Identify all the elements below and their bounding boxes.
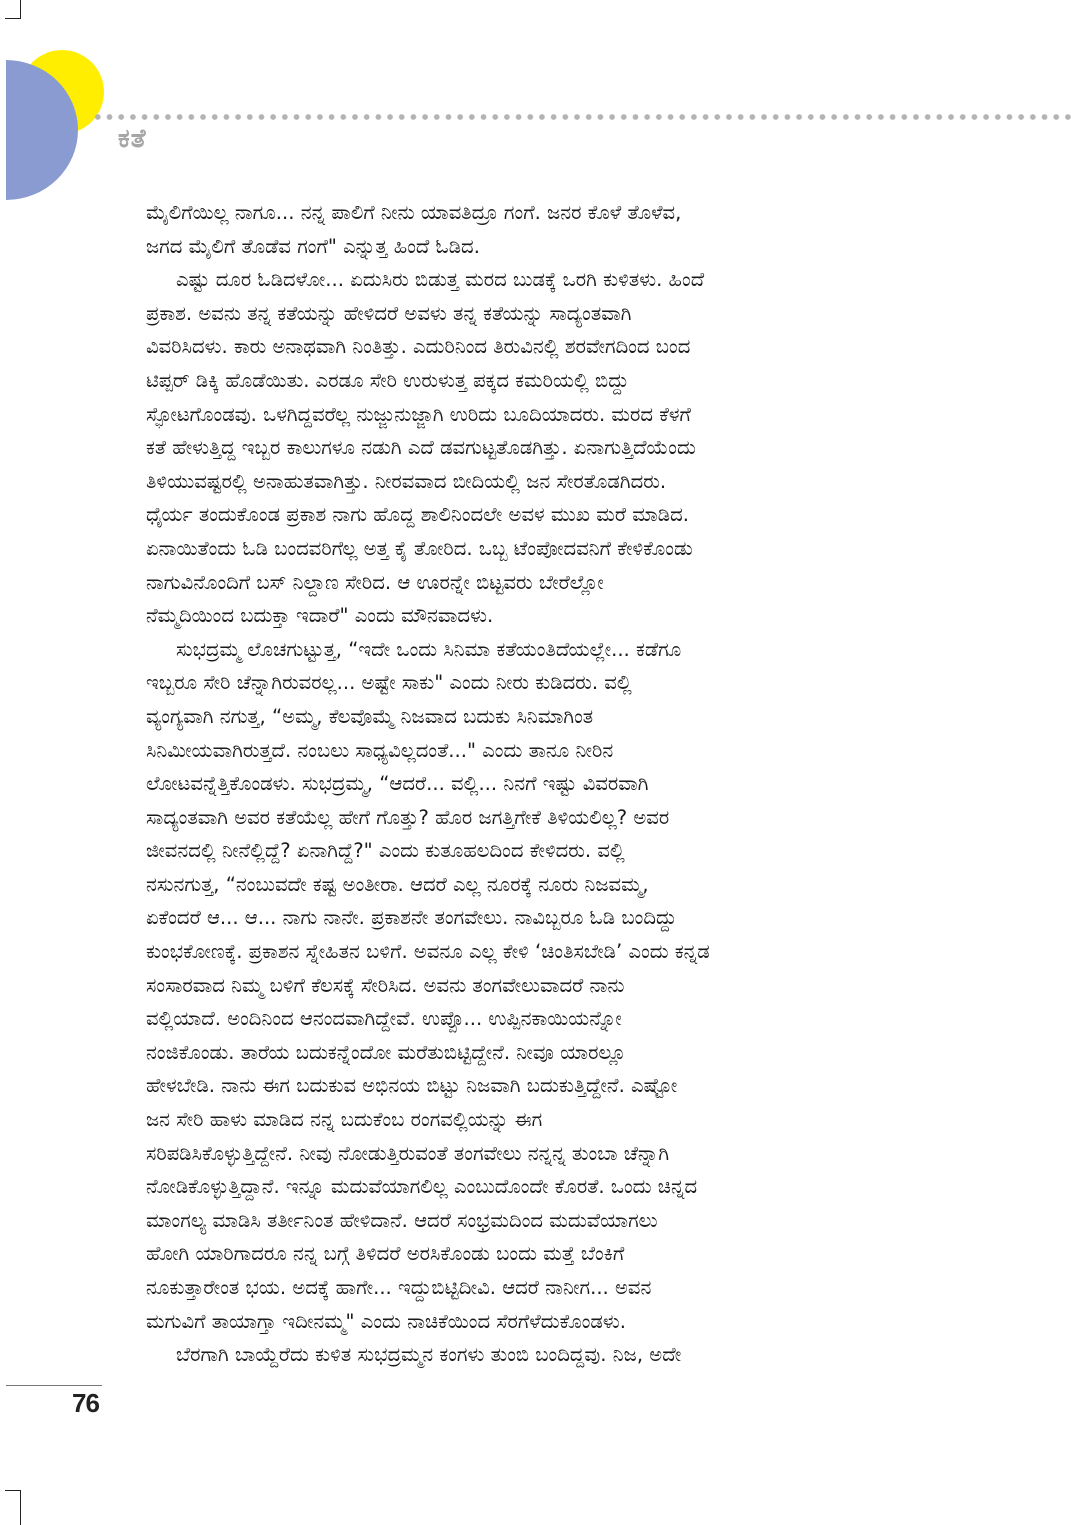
footer-rule [6,1385,102,1386]
text-line: ಸಂಸಾರವಾದ ನಿಮ್ಮ ಬಳಿಗೆ ಕೆಲಸಕ್ಕೆ ಸೇರಿಸಿದ. ಅವನು ತಂಗವೇಲುವಾದರೆ ನಾನು [146,973,625,997]
text-line: ನಾಗುವಿನೊಂದಿಗೆ ಬಸ್ ನಿಲ್ದಾಣ ಸೇರಿದ. ಆ ಊರನ್ನೇ ಬಿಟ್ಟವರು ಬೇರೆಲ್ಲೋ [146,570,604,594]
text-line: ಬೆರಗಾಗಿ ಬಾಯ್ದೆರೆದು ಕುಳಿತ ಸುಭದ್ರಮ್ಮನ ಕಂಗಳು ತುಂಬಿ ಬಂದಿದ್ದವು. ನಿಜ, ಅದೇ [176,1343,682,1367]
text-line: ಜನ ಸೇರಿ ಹಾಳು ಮಾಡಿದ ನನ್ನ ಬದುಕೆಂಬ ರಂಗವಲ್ಲಿಯನ್ನು ಈಗ [146,1108,543,1132]
text-line: ಸುಭದ್ರಮ್ಮ ಲೊಚಗುಟ್ಟುತ್ತ, “ಇದೇ ಒಂದು ಸಿನಿಮಾ ಕತೆಯಂತಿದೆಯಲ್ಲೇ... ಕಡೆಗೂ [176,637,682,661]
crop-mark-top-horizontal [5,18,21,19]
story-body-text [146,196,916,1372]
text-line: ಧೈರ್ಯ ತಂದುಕೊಂಡ ಪ್ರಕಾಶ ನಾಗು ಹೊದ್ದ ಶಾಲಿನಿಂದಲೇ ಅವಳ ಮುಖ ಮರೆ ಮಾಡಿದ. [146,503,690,527]
text-line: ಟಿಪ್ಪರ್ ಡಿಕ್ಕಿ ಹೊಡೆಯಿತು. ಎರಡೂ ಸೇರಿ ಉರುಳುತ್ತ ಪಕ್ಕದ ಕಮರಿಯಲ್ಲಿ ಬಿದ್ದು [146,368,629,392]
text-line: ನೂಕುತ್ತಾರೇಂತ ಭಯ. ಅದಕ್ಕೆ ಹಾಗೇ... ಇದ್ದುಬಿಟ್ಟಿದೀವಿ. ಆದರೆ ನಾನೀಗ... ಅವನ [146,1276,652,1299]
text-line: ಮಾಂಗಲ್ಯ ಮಾಡಿಸಿ ತರ್ತೀನಿಂತ ಹೇಳಿದಾನೆ. ಆದರೆ ಸಂಭ್ರಮದಿಂದ ಮದುವೆಯಾಗಲು [146,1208,658,1232]
text-line: ವಲ್ಲಿಯಾದೆ. ಅಂದಿನಿಂದ ಆನಂದವಾಗಿದ್ದೇವೆ. ಉಪ್ಪೊ... ಉಪ್ಪಿನಕಾಯಿಯನ್ನೋ [146,1007,622,1031]
text-line: ಏನಾಯಿತೆಂದು ಓಡಿ ಬಂದವರಿಗೆಲ್ಲ ಅತ್ತ ಕೈ ತೋರಿದ. ಒಬ್ಬ ಟೆಂಪೋದವನಿಗೆ ಕೇಳಿಕೊಂಡು [146,536,693,560]
text-line: ಸ್ಫೋಟಗೊಂಡವು. ಒಳಗಿದ್ದವರೆಲ್ಲ ನುಜ್ಜುನುಜ್ಜಾಗಿ ಉರಿದು ಬೂದಿಯಾದರು. ಮರದ ಕೆಳಗೆ [146,402,691,426]
dotted-header-rule [92,113,1072,121]
text-line: ಲೋಟವನ್ನೆತ್ತಿಕೊಂಡಳು. ಸುಭದ್ರಮ್ಮ, “ಆದರೆ... ವಲ್ಲಿ... ನಿನಗೆ ಇಷ್ಟು ವಿವರವಾಗಿ [146,772,649,796]
text-line: ತಿಳಿಯುವಷ್ಟರಲ್ಲಿ ಅನಾಹುತವಾಗಿತ್ತು. ನೀರವವಾದ ಬೀದಿಯಲ್ಲಿ ಜನ ಸೇರತೊಡಗಿದರು. [146,469,667,493]
text-line: ಹೋಗಿ ಯಾರಿಗಾದರೂ ನನ್ನ ಬಗ್ಗೆ ತಿಳಿದರೆ ಅರಸಿಕೊಂಡು ಬಂದು ಮತ್ತೆ ಬೆಂಕಿಗೆ [146,1242,625,1266]
text-line: ನೋಡಿಕೊಳ್ಳುತ್ತಿದ್ದಾನೆ. ಇನ್ನೂ ಮದುವೆಯಾಗಲಿಲ್ಲ ಎಂಬುದೊಂದೇ ಕೊರತೆ. ಒಂದು ಚಿನ್ನದ [146,1175,698,1199]
crop-mark-bottom-horizontal [5,1490,21,1491]
text-line: ಸಾದ್ಯಂತವಾಗಿ ಅವರ ಕತೆಯೆಲ್ಲ ಹೇಗೆ ಗೊತ್ತು? ಹೊರ ಜಗತ್ತಿಗೇಕೆ ತಿಳಿಯಲಿಲ್ಲ? ಅವರ [146,805,670,829]
crop-mark-bottom-vertical [20,1490,21,1525]
text-line: ಎಷ್ಟು ದೂರ ಓಡಿದಳೋ... ಏದುಸಿರು ಬಿಡುತ್ತ ಮರದ ಬುಡಕ್ಕೆ ಒರಗಿ ಕುಳಿತಳು. ಹಿಂದೆ [176,268,705,292]
text-line: ಮೈಲಿಗೆಯಿಲ್ಲ ನಾಗೂ... ನನ್ನ ಪಾಲಿಗೆ ನೀನು ಯಾವತಿದ್ರೂ ಗಂಗೆ. ಜನರ ಕೊಳೆ ತೊಳೆವ, [146,201,682,224]
crop-mark-top-vertical [20,0,21,18]
page-number: 76 [72,1388,99,1418]
text-line: ಕುಂಭಕೋಣಕ್ಕೆ. ಪ್ರಕಾಶನ ಸ್ನೇಹಿತನ ಬಳಿಗೆ. ಅವನೂ ಎಲ್ಲ ಕೇಳಿ ‘ಚಿಂತಿಸಬೇಡಿ’ ಎಂದು ಕನ್ನಡ [146,940,710,964]
text-line: ನಸುನಗುತ್ತ, “ನಂಬುವದೇ ಕಷ್ಟ ಅಂತೀರಾ. ಆದರೆ ಎಲ್ಲ ನೂರಕ್ಕೆ ನೂರು ನಿಜವಮ್ಮ, [146,872,649,896]
text-line: ಸಿನಿಮೀಯವಾಗಿರುತ್ತದೆ. ನಂಬಲು ಸಾಧ್ಯವಿಲ್ಲದಂತೆ..." ಎಂದು ತಾನೂ ನೀರಿನ [146,738,614,762]
text-line: ಹೇಳಬೇಡಿ. ನಾನು ಈಗ ಬದುಕುವ ಅಭಿನಯ ಬಿಟ್ಟು ನಿಜವಾಗಿ ಬದುಕುತ್ತಿದ್ದೇನೆ. ಎಷ್ಟೋ [146,1074,678,1098]
text-line: ನಂಜಿಕೊಂಡು. ತಾರೆಯ ಬದುಕನ್ನೆಂದೋ ಮರೆತುಬಿಟ್ಟಿದ್ದೇನೆ. ನೀವೂ ಯಾರಲ್ಲೂ [146,1040,626,1064]
text-line: ಇಬ್ಬರೂ ಸೇರಿ ಚೆನ್ನಾಗಿರುವರಲ್ಲ... ಅಷ್ಟೇ ಸಾಕು" ಎಂದು ನೀರು ಕುಡಿದರು. ವಲ್ಲಿ [146,671,632,695]
text-line: ನೆಮ್ಮದಿಯಿಂದ ಬದುಕ್ತಾ ಇದಾರೆ" ಎಂದು ಮೌನವಾದಳು. [146,604,494,628]
text-line: ಸರಿಪಡಿಸಿಕೊಳ್ಳುತ್ತಿದ್ದೇನೆ. ನೀವು ನೋಡುತ್ತಿರುವಂತೆ ತಂಗವೇಲು ನನ್ನನ್ನ ತುಂಬಾ ಚೆನ್ನಾಗಿ [146,1141,670,1165]
section-title: ಕತೆ [118,124,147,154]
text-line: ವಿವರಿಸಿದಳು. ಕಾರು ಅನಾಥವಾಗಿ ನಿಂತಿತ್ತು. ಎದುರಿನಿಂದ ತಿರುವಿನಲ್ಲಿ ಶರವೇಗದಿಂದ ಬಂದ [146,335,691,359]
text-line: ಜೀವನದಲ್ಲಿ ನೀನೆಲ್ಲಿದ್ದೆ? ಏನಾಗಿದ್ದೆ?" ಎಂದು ಕುತೂಹಲದಿಂದ ಕೇಳಿದರು. ವಲ್ಲಿ [146,839,625,863]
text-line: ವ್ಯಂಗ್ಯವಾಗಿ ನಗುತ್ತ, “ಅಮ್ಮ, ಕೆಲವೊಮ್ಮೆ ನಿಜವಾದ ಬದುಕು ಸಿನಿಮಾಗಿಂತ [146,704,594,728]
text-line: ಪ್ರಕಾಶ. ಅವನು ತನ್ನ ಕತೆಯನ್ನು ಹೇಳಿದರೆ ಅವಳು ತನ್ನ ಕತೆಯನ್ನು ಸಾದ್ಯಂತವಾಗಿ [146,301,632,325]
text-line: ಏಕೆಂದರೆ ಆ... ಆ... ನಾಗು ನಾನೇ. ಪ್ರಕಾಶನೇ ತಂಗವೇಲು. ನಾವಿಬ್ಬರೂ ಓಡಿ ಬಂದಿದ್ದು [146,906,677,930]
text-line: ಮಗುವಿಗೆ ತಾಯಾಗ್ತಾ ಇದೀನಮ್ಮ" ಎಂದು ನಾಚಿಕೆಯಿಂದ ಸೆರಗೆಳೆದುಕೊಂಡಳು. [146,1309,626,1333]
text-line: ಕತೆ ಹೇಳುತ್ತಿದ್ದ ಇಬ್ಬರ ಕಾಲುಗಳೂ ನಡುಗಿ ಎದೆ ಡವಗುಟ್ಟತೊಡಗಿತ್ತು. ಏನಾಗುತ್ತಿದೆಯೆಂದು [146,436,696,460]
text-line: ಜಗದ ಮೈಲಿಗೆ ತೊಡೆವ ಗಂಗೆ" ಎನ್ನುತ್ತ ಹಿಂದೆ ಓಡಿದ. [146,234,480,258]
